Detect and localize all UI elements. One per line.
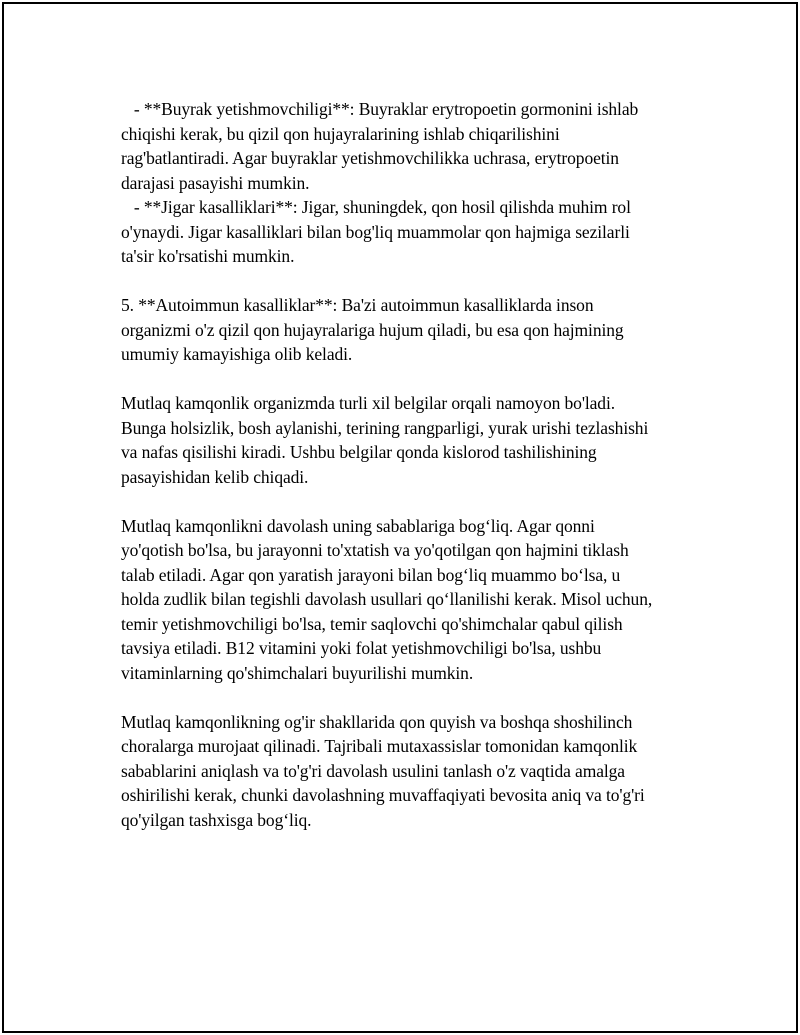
text-line: temir yetishmovchiligi bo'lsa, temir saqlovchi qo'shimchalar qabul qilish bbox=[121, 613, 623, 634]
paragraph-gap bbox=[121, 367, 699, 392]
text-line: pasayishidan kelib chiqadi. bbox=[121, 466, 309, 487]
paragraph-gap bbox=[121, 489, 699, 514]
text-line: chiqishi kerak, bu qizil qon hujayralarining ishlab chiqarilishini bbox=[121, 123, 560, 144]
text-line: o'ynaydi. Jigar kasalliklari bilan bog'liq muammolar qon hajmiga sezilarli bbox=[121, 221, 630, 242]
paragraph-treatment bbox=[121, 514, 699, 686]
text-line: Mutlaq kamqonlik organizmda turli xil belgilar orqali namoyon bo'ladi. bbox=[121, 393, 615, 413]
text-line: Mutlaq kamqonlikning og'ir shakllarida qon quyish va boshqa shoshilinch bbox=[121, 711, 633, 732]
text-line: organizmi o'z qizil qon hujayralariga hujum qiladi, bu esa qon hajmining bbox=[121, 319, 624, 340]
paragraph-kidney-liver bbox=[121, 97, 699, 269]
text-line: umumiy kamayishiga olib keladi. bbox=[121, 344, 353, 364]
text-line: yo'qotish bo'lsa, bu jarayonni to'xtatish va yo'qotilgan qon hajmini tiklash bbox=[121, 540, 629, 560]
text-line: Bunga holsizlik, bosh aylanishi, terining rangparligi, yurak urishi tezlashishi bbox=[121, 417, 649, 438]
text-line: talab etiladi. Agar qon yaratish jarayoni bilan bog‘liq muammo bo‘lsa, u bbox=[121, 564, 621, 585]
paragraph-autoimmune bbox=[121, 293, 699, 367]
text-line: oshirilishi kerak, chunki davolashning muvaffaqiyati bevosita aniq va to'g'ri bbox=[121, 785, 645, 805]
text-line: darajasi pasayishi mumkin. bbox=[121, 172, 310, 193]
paragraph-severe-forms bbox=[121, 710, 699, 833]
text-line: vitaminlarning qo'shimchalari buyurilishi mumkin. bbox=[121, 662, 474, 683]
text-line: qo'yilgan tashxisga bog‘liq. bbox=[121, 809, 312, 830]
text-line: choralarga murojaat qilinadi. Tajribali mutaxassislar tomonidan kamqonlik bbox=[121, 736, 638, 756]
text-line: 5. **Autoimmun kasalliklar**: Ba'zi autoimmun kasalliklarda inson bbox=[121, 295, 594, 315]
text-line: - **Buyrak yetishmovchiligi**: Buyraklar erytropoetin gormonini ishlab bbox=[121, 99, 639, 119]
text-line: tavsiya etiladi. B12 vitamini yoki folat yetishmovchiligi bo'lsa, ushbu bbox=[121, 638, 602, 658]
text-line: - **Jigar kasalliklari**: Jigar, shuningdek, qon hosil qilishda muhim rol bbox=[121, 197, 631, 217]
text-line: holda zudlik bilan tegishli davolash usullari qo‘llanilishi kerak. Misol uchun, bbox=[121, 589, 653, 609]
page-frame bbox=[2, 2, 798, 1033]
text-line: ta'sir ko'rsatishi mumkin. bbox=[121, 246, 295, 266]
text-line: rag'batlantiradi. Agar buyraklar yetishmovchilikka uchrasa, erytropoetin bbox=[121, 148, 619, 168]
document-body bbox=[121, 97, 699, 832]
paragraph-symptoms bbox=[121, 391, 699, 489]
paragraph-gap bbox=[121, 269, 699, 294]
text-line: sabablarini aniqlash va to'g'ri davolash usulini tanlash o'z vaqtida amalga bbox=[121, 760, 625, 781]
text-line: Mutlaq kamqonlikni davolash uning sabablariga bog‘liq. Agar qonni bbox=[121, 515, 595, 536]
text-line: va nafas qisilishi kiradi. Ushbu belgilar qonda kislorod tashilishining bbox=[121, 442, 597, 462]
paragraph-gap bbox=[121, 685, 699, 710]
